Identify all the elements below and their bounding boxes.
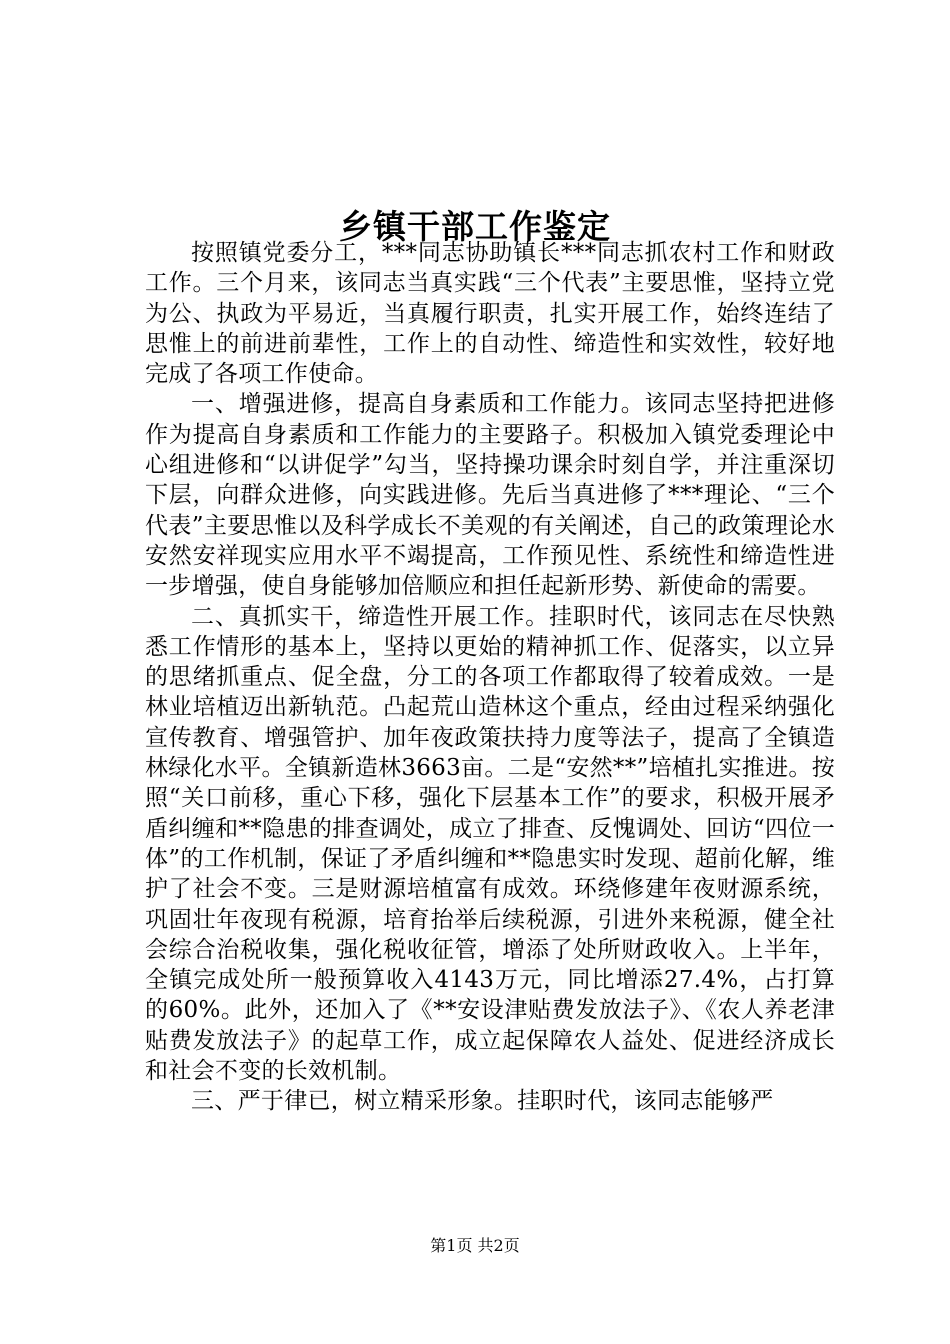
paragraph-intro: 按照镇党委分工，***同志协助镇长***同志抓农村工作和财政工作。三个月来，该同志当真实践“三个代表”主要思惟，坚持立党为公、执政为平易近，当真履行职责，扎实开展工作，始终连结了思惟上的前进前辈性，工作上的自动性、缔造性和实效性，较好地完成了各项工作使命。 xyxy=(145,240,835,388)
document-title: 乡镇干部工作鉴定 xyxy=(339,207,611,247)
page-footer: 第1页 共2页 xyxy=(430,1236,520,1255)
paragraph-section-1: 一、增强进修，提高自身素质和工作能力。该同志坚持把进修作为提高自身素质和工作能力的主要路子。积极加入镇党委理论中心组进修和“以讲促学”勾当，坚持操功课余时刻自学，并注重深切下层，向群众进修，向实践进修。先后当真进修了***理论、“三个代表”主要思惟以及科学成长不美观的有关阐述，自己的政策理论水安然安祥现实应用水平不竭提高，工作预见性、系统性和缔造性进一步增强，使自身能够加倍顺应和担任起新形势、新使命的需要。 xyxy=(145,391,835,600)
document-body xyxy=(145,238,835,1117)
paragraph-section-2: 二、真抓实干，缔造性开展工作。挂职时代，该同志在尽快熟悉工作情形的基本上，坚持以更始的精神抓工作、促落实，以立异的思绪抓重点、促全盘，分工的各项工作都取得了较着成效。一是林业培植迈出新轨范。凸起荒山造林这个重点，经由过程采纳强化宣传教育、增强管护、加年夜政策扶持力度等法子，提高了全镇造林绿化水平。全镇新造林3663亩。二是“安然**”培植扎实推进。按照“关口前移，重心下移，强化下层基本工作”的要求，积极开展矛盾纠缠和**隐患的排查调处，成立了排查、反愧调处、回访“四位一体”的工作机制，保证了矛盾纠缠和**隐患实时发现、超前化解，维护了社会不变。三是财源培植富有成效。环绕修建年夜财源系统，巩固壮年夜现有税源，培育抬举后续税源，引进外来税源，健全社会综合治税收集，强化税收征管，增添了处所财政收入。上半年，全镇完成处所一般预算收入4143万元，同比增添27.4%，占打算的60%。此外，还加入了《**安设津贴费发放法子》、《农人养老津贴费发放法子》的起草工作，成立起保障农人益处、促进经济成长和社会不变的长效机制。 xyxy=(145,603,835,1085)
paragraph-section-3: 三、严于律已，树立精采形象。挂职时代，该同志能够严 xyxy=(191,1088,774,1115)
